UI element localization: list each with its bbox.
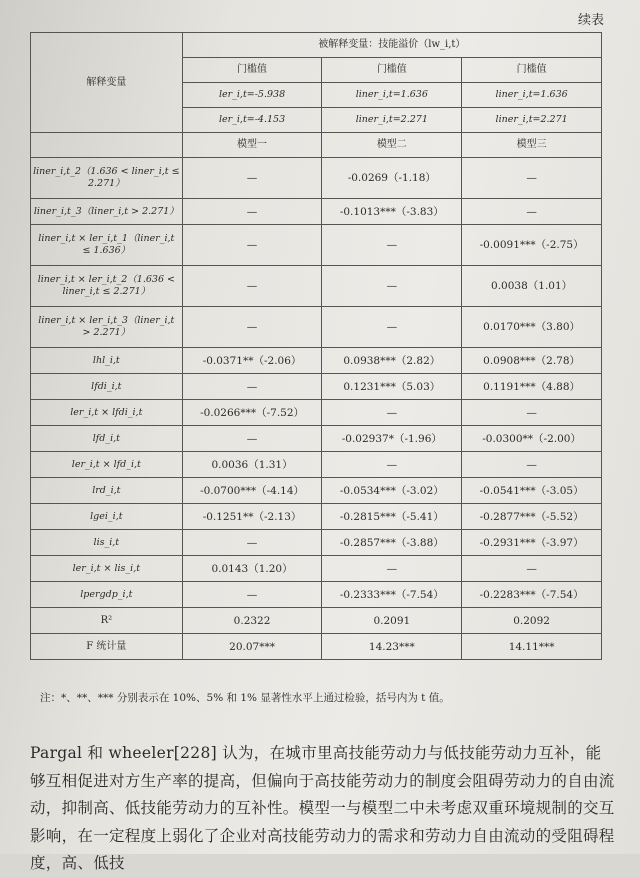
model1-value-cell: — [182, 530, 322, 556]
variable-name-cell: liner_i,t_3（liner_i,t > 2.271） [31, 199, 183, 225]
table-row [31, 225, 602, 266]
model2-value-cell: -0.2857***（-3.88） [322, 530, 462, 556]
model3-value-cell: — [462, 400, 602, 426]
model1-value-cell: -0.0700***（-4.14） [182, 478, 322, 504]
table-note: 注：*、**、*** 分别表示在 10%、5% 和 1% 显著性水平上通过检验，括号内为 t 值。 [40, 692, 450, 704]
model3-value-cell: — [462, 556, 602, 582]
variable-name-cell: ler_i,t × lfd_i,t [31, 452, 183, 478]
regression-table [30, 32, 602, 660]
model1-value-cell: — [182, 582, 322, 608]
model3-value-cell: 14.11*** [462, 634, 602, 660]
model2-value-cell: — [322, 400, 462, 426]
model2-value-cell: — [322, 225, 462, 266]
table-row [31, 530, 602, 556]
model1-value-cell: -0.1251**（-2.13） [182, 504, 322, 530]
model-label: 模型三 [462, 133, 602, 158]
table-row [31, 426, 602, 452]
model2-value-cell: 0.0938***（2.82） [322, 348, 462, 374]
model3-value-cell: 0.2092 [462, 608, 602, 634]
variable-name-cell: liner_i,t × ler_i,t_1（liner_i,t ≤ 1.636） [31, 225, 183, 266]
variable-name-cell: R² [31, 608, 183, 634]
variable-name-cell: lfd_i,t [31, 426, 183, 452]
model3-value-cell: — [462, 452, 602, 478]
threshold-label: 门槛值 [182, 58, 322, 83]
variable-name-cell: lgei_i,t [31, 504, 183, 530]
threshold-value: liner_i,t=2.271 [462, 108, 602, 133]
table-row [31, 348, 602, 374]
model3-value-cell: -0.0300**（-2.00） [462, 426, 602, 452]
model2-value-cell: 0.2091 [322, 608, 462, 634]
model3-value-cell: -0.2283***（-7.54） [462, 582, 602, 608]
model3-value-cell: -0.2931***（-3.97） [462, 530, 602, 556]
model-label: 模型二 [322, 133, 462, 158]
threshold-label: 门槛值 [322, 58, 462, 83]
threshold-value: liner_i,t=1.636 [462, 83, 602, 108]
model2-value-cell: -0.2333***（-7.54） [322, 582, 462, 608]
model2-value-cell: 14.23*** [322, 634, 462, 660]
body-paragraph: Pargal 和 wheeler[228] 认为，在城市里高技能劳动力与低技能劳动力互补，能够互相促进对方生产率的提高，但偏向于高技能劳动力的制度会阻碍劳动力的自由流动，抑制高、低技能劳动力的互补性。模型一与模型二中未考虑双重环境规制的交互影响，在一定程度上弱化了企业对高技能劳动力的需求和劳动力自由流动的受阻碍程度，高、低技 [30, 744, 615, 872]
variable-name-cell: lis_i,t [31, 530, 183, 556]
model3-value-cell: — [462, 199, 602, 225]
table-row [31, 199, 602, 225]
header-dependent-var: 被解释变量：技能溢价（lw_i,t） [182, 33, 601, 58]
variable-name-cell: lfdi_i,t [31, 374, 183, 400]
model1-value-cell: 0.0036（1.31） [182, 452, 322, 478]
threshold-value: ler_i,t=-4.153 [182, 108, 322, 133]
model1-value-cell: -0.0266***（-7.52） [182, 400, 322, 426]
variable-name-cell: ler_i,t × lfdi_i,t [31, 400, 183, 426]
model2-value-cell: — [322, 307, 462, 348]
table-row [31, 504, 602, 530]
model1-value-cell: — [182, 307, 322, 348]
table-row [31, 452, 602, 478]
model1-value-cell: — [182, 225, 322, 266]
table-row [31, 374, 602, 400]
model3-value-cell: -0.2877***（-5.52） [462, 504, 602, 530]
model2-value-cell: — [322, 266, 462, 307]
model3-value-cell: -0.0541***（-3.05） [462, 478, 602, 504]
model2-value-cell: -0.02937*（-1.96） [322, 426, 462, 452]
model1-value-cell: — [182, 426, 322, 452]
table-row [31, 582, 602, 608]
table-row [31, 478, 602, 504]
model1-value-cell: -0.0371**（-2.06） [182, 348, 322, 374]
model1-value-cell: — [182, 158, 322, 199]
table-row [31, 158, 602, 199]
variable-name-cell: F 统计量 [31, 634, 183, 660]
variable-name-cell: lhl_i,t [31, 348, 183, 374]
threshold-label: 门槛值 [462, 58, 602, 83]
table-row [31, 634, 602, 660]
table-row [31, 556, 602, 582]
model2-value-cell: 0.1231***（5.03） [322, 374, 462, 400]
model1-value-cell: 0.2322 [182, 608, 322, 634]
continued-label: 续表 [577, 13, 604, 28]
model1-value-cell: — [182, 199, 322, 225]
table-row [31, 608, 602, 634]
table-row [31, 307, 602, 348]
model1-value-cell: 0.0143（1.20） [182, 556, 322, 582]
model-label: 模型一 [182, 133, 322, 158]
threshold-value: liner_i,t=1.636 [322, 83, 462, 108]
model2-value-cell: -0.1013***（-3.83） [322, 199, 462, 225]
model3-value-cell: 0.0170***（3.80） [462, 307, 602, 348]
table-row [31, 266, 602, 307]
model2-value-cell: -0.0534***（-3.02） [322, 478, 462, 504]
table-row [31, 400, 602, 426]
model1-value-cell: — [182, 266, 322, 307]
model2-value-cell: — [322, 556, 462, 582]
variable-name-cell: lrd_i,t [31, 478, 183, 504]
variable-name-cell: liner_i,t_2（1.636 < liner_i,t ≤ 2.271） [31, 158, 183, 199]
model1-value-cell: — [182, 374, 322, 400]
threshold-value: ler_i,t=-5.938 [182, 83, 322, 108]
model3-value-cell: 0.0038（1.01） [462, 266, 602, 307]
variable-name-cell: ler_i,t × lis_i,t [31, 556, 183, 582]
model2-value-cell: -0.0269（-1.18） [322, 158, 462, 199]
threshold-value: liner_i,t=2.271 [322, 108, 462, 133]
model2-value-cell: — [322, 452, 462, 478]
header-explanatory-var: 解释变量 [31, 33, 183, 133]
model3-value-cell: -0.0091***（-2.75） [462, 225, 602, 266]
model1-value-cell: 20.07*** [182, 634, 322, 660]
variable-name-cell: lpergdp_i,t [31, 582, 183, 608]
variable-name-cell: liner_i,t × ler_i,t_3（liner_i,t > 2.271） [31, 307, 183, 348]
model3-value-cell: 0.0908***（2.78） [462, 348, 602, 374]
model2-value-cell: -0.2815***（-5.41） [322, 504, 462, 530]
model3-value-cell: — [462, 158, 602, 199]
variable-name-cell: liner_i,t × ler_i,t_2（1.636 < liner_i,t ≤ 2.271） [31, 266, 183, 307]
model3-value-cell: 0.1191***（4.88） [462, 374, 602, 400]
blank-cell [31, 133, 183, 158]
